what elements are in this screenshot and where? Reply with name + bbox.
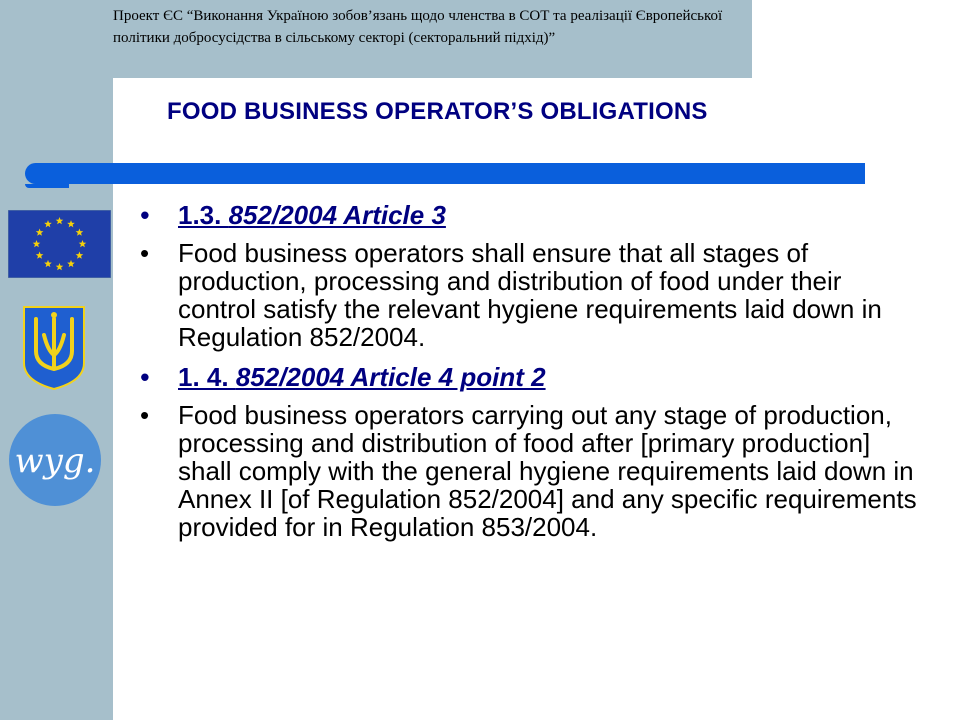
ukraine-trident-icon [22, 305, 86, 391]
list-item-ref-2 [140, 363, 920, 391]
bullet-marker: • [140, 200, 150, 230]
list-item-para-2 [140, 401, 920, 541]
ref-number: 1. 4. [178, 362, 236, 392]
bullet-list [140, 201, 920, 553]
eu-flag-icon [8, 210, 111, 278]
list-item-ref-1 [140, 201, 920, 229]
bullet-marker: • [140, 362, 150, 392]
title-rule [25, 163, 865, 184]
project-header-text: Проект ЄС “Виконання Україною зобов’язань щодо членства в СОТ та реалізації Європейської політики добросусідства в сільському секторі (секторальний підхід)” [113, 8, 723, 46]
para-text: Food business operators shall ensure that all stages of production, processing and distribution of food under their control satisfy the relevant hygiene requirements laid down in Regulation 852/2004. [178, 238, 882, 352]
para-text: Food business operators carrying out any stage of production, processing and distribution of food after [primary production] shall comply with the general hygiene requirements laid down in Annex II [of Regulation 852/2004] and any specific requirements provided for in Regulation 853/2004. [178, 400, 917, 542]
list-item-para-1 [140, 239, 920, 351]
bullet-marker: • [140, 238, 150, 268]
title-rule-notch [25, 184, 69, 188]
slide-title: FOOD BUSINESS OPERATOR’S OBLIGATIONS [167, 98, 708, 125]
ref-number: 1.3. [178, 200, 229, 230]
bullet-marker: • [140, 400, 150, 430]
ref-text: 852/2004 Article 4 point 2 [235, 362, 546, 392]
svg-text:wyg.: wyg. [14, 441, 96, 481]
ref-text: 852/2004 Article 3 [228, 200, 446, 230]
wyg-logo [7, 412, 103, 508]
